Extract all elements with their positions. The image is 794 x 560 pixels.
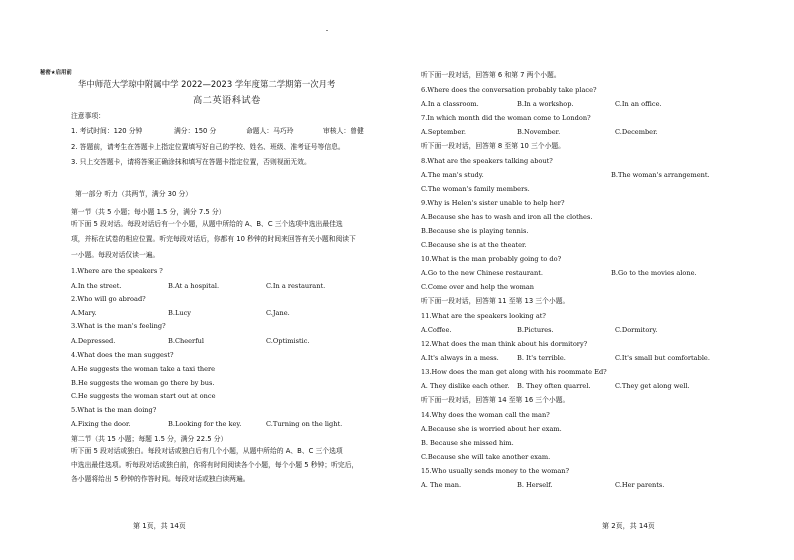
question-9-option-c: C.Because she is at the theater. (421, 241, 527, 249)
question-7-option-a: A.September. (421, 128, 466, 136)
directions-6-7: 听下面一段对话，回答第 6 和第 7 两个小题。 (421, 71, 561, 79)
notice-2: 2. 答题前，请考生在答题卡上指定位置填写好自己的学校、姓名、班级、准考证号等信息。 (71, 143, 345, 151)
question-4-option-b: B.He suggests the woman go there by bus. (71, 379, 215, 387)
question-13-option-c: C.They get along well. (615, 382, 690, 390)
question-14-option-c: C.Because she will take another exam. (421, 453, 551, 461)
question-5: 5.What is the man doing? (71, 406, 157, 414)
directions-11-13: 听下面一段对话，回答第 11 至第 13 三个小题。 (421, 297, 570, 305)
question-2-option-b: B.Lucy (168, 309, 191, 317)
question-11-option-a: A.Coffee. (421, 326, 452, 334)
question-5-option-c: C.Turning on the light. (266, 420, 343, 428)
question-7-option-c: C.December. (615, 128, 658, 136)
page-2 (397, 0, 794, 560)
question-12-option-a: A.It's always in a mess. (421, 354, 499, 362)
part1-header: 第一部分 听力（共两节，满分 30 分） (75, 190, 193, 198)
question-13-option-b: B. They often quarrel. (517, 382, 591, 390)
page-2-footer: 第 2页，共 14页 (602, 522, 655, 530)
question-3: 3.What is the man's feeling? (71, 322, 166, 330)
question-9-option-a: A.Because she has to wash and iron all the clothes. (421, 213, 593, 221)
question-5-option-b: B.Looking for the key. (168, 420, 242, 428)
question-12-option-c: C.It's small but comfortable. (615, 354, 710, 362)
question-9-option-b: B.Because she is playing tennis. (421, 227, 529, 235)
question-6: 6.Where does the conversation probably take place? (421, 86, 597, 94)
question-14-option-b: B. Because she missed him. (421, 439, 514, 447)
question-14-option-a: A.Because she is worried about her exam. (421, 425, 562, 433)
section1-header: 第一节（共 5 小题；每小题 1.5 分，满分 7.5 分） (71, 208, 226, 216)
question-2-option-a: A.Mary. (71, 309, 97, 317)
question-8-option-a: A.The man's study. (421, 171, 484, 179)
question-7-option-b: B.November. (517, 128, 561, 136)
question-1-option-b: B.At a hospital. (168, 282, 220, 290)
question-11-option-b: B.Pictures. (517, 326, 554, 334)
question-13: 13.How does the man get along with his roommate Ed? (421, 368, 607, 376)
question-10: 10.What is the man probably going to do? (421, 255, 562, 263)
question-8-option-c: C.The woman's family members. (421, 185, 530, 193)
exam-subtitle: 高二英语科试卷 (193, 95, 261, 106)
question-4-option-a: A.He suggests the woman take a taxi there (71, 365, 216, 373)
question-13-option-a: A. They dislike each other. (421, 382, 510, 390)
section2-instructions-1: 听下面 5 段对话或独白。每段对话或独白后有几个小题，从题中所给的 A、B、C 三个选项 (71, 447, 343, 455)
page-1-footer: 第 1页，共 14页 (133, 522, 186, 530)
question-10-option-a: A.Go to the new Chinese restaurant. (421, 269, 543, 277)
notice-time: 1. 考试时间：120 分钟 (71, 127, 143, 135)
section1-instructions-1: 听下面 5 段对话。每段对话后有一个小题，从题中所给的 A、B、C 三个选项中选出最佳选 (71, 220, 343, 228)
question-12: 12.What does the man think about his dormitory? (421, 340, 588, 348)
question-7: 7.In which month did the woman come to London? (421, 114, 591, 122)
question-6-option-c: C.In an office. (615, 100, 662, 108)
question-15-option-b: B. Herself. (517, 481, 553, 489)
section1-instructions-3: 一小题。每段对话仅读一遍。 (71, 251, 160, 259)
question-11: 11.What are the speakers looking at? (421, 312, 546, 320)
notice-3: 3. 只上交答题卡，请将答案正确涂抹和填写在答题卡指定位置，否则视面无效。 (71, 158, 311, 166)
notice-score: 满分：150 分 (174, 127, 217, 135)
question-2: 2.Who will go abroad? (71, 295, 146, 303)
question-1: 1.Where are the speakers ? (71, 267, 163, 275)
question-1-option-a: A.In the street. (71, 282, 122, 290)
question-3-option-c: C.Optimistic. (266, 337, 310, 345)
notice-reviewer: 审核人：曾健 (323, 127, 364, 135)
question-12-option-b: B. It's terrible. (517, 354, 566, 362)
directions-14-16: 听下面一段对话，回答第 14 至第 16 三个小题。 (421, 396, 570, 404)
question-10-option-c: C.Come over and help the woman (421, 283, 535, 291)
question-15-option-a: A. The man. (421, 481, 462, 489)
question-5-option-a: A.Fixing the door. (71, 420, 131, 428)
question-1-option-c: C.In a restaurant. (266, 282, 326, 290)
question-8-option-b: B.The woman's arrangement. (611, 171, 710, 179)
question-4-option-c: C.He suggests the woman start out at once (71, 392, 216, 400)
question-14: 14.Why does the woman call the man? (421, 411, 550, 419)
secret-mark: 秘密★启用前 (40, 70, 72, 76)
exam-title: 华中师范大学琼中附属中学 2022—2023 学年度第二学期第一次月考 (78, 79, 336, 89)
question-3-option-a: A.Depressed. (71, 337, 116, 345)
question-10-option-b: B.Go to the movies alone. (611, 269, 697, 277)
directions-8-10: 听下面一段对话，回答第 8 至第 10 三个小题。 (421, 142, 565, 150)
section2-instructions-2: 中选出最佳选项。听每段对话或独白前，你将有时间阅读各个小题，每个小题 5 秒钟；听完后， (71, 461, 359, 469)
question-3-option-b: B.Cheerful (168, 337, 204, 345)
question-6-option-a: A.In a classroom. (421, 100, 479, 108)
question-15-option-c: C.Her parents. (615, 481, 665, 489)
section2-instructions-3: 各小题将给出 5 秒钟的作答时间。每段对话或独白读两遍。 (71, 475, 250, 483)
notice-header: 注意事项： (71, 112, 105, 120)
question-8: 8.What are the speakers talking about? (421, 157, 553, 165)
notice-author: 命题人：马巧玲 (246, 127, 294, 135)
section2-header: 第二节（共 15 小题；每题 1.5 分，满分 22.5 分） (71, 435, 228, 443)
question-6-option-b: B.In a workshop. (517, 100, 574, 108)
question-15: 15.Who usually sends money to the woman? (421, 467, 570, 475)
question-4: 4.What does the man suggest? (71, 351, 174, 359)
question-9: 9.Why is Helen's sister unable to help her? (421, 199, 565, 207)
question-2-option-c: C.Jane. (266, 309, 290, 317)
section1-instructions-2: 项，并标在试卷的相应位置。听完每段对话后，你都有 10 秒钟的时间来回答有关小题和阅读下 (71, 235, 356, 243)
question-11-option-c: C.Dormitory. (615, 326, 658, 334)
